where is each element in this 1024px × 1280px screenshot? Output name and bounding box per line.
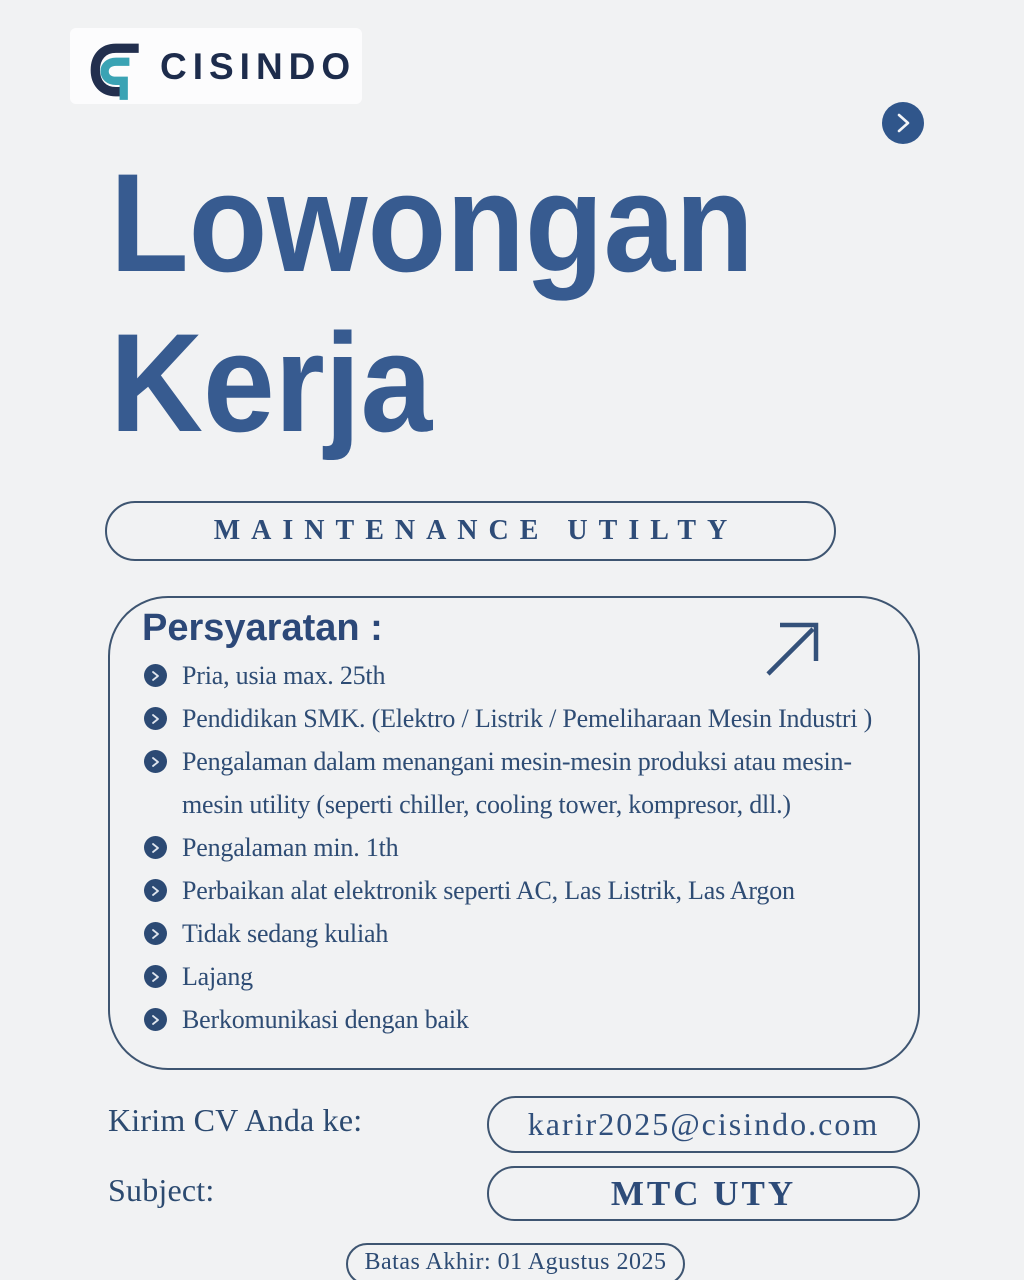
email-address: karir2025@cisindo.com [527, 1106, 880, 1142]
requirement-text: Berkomunikasi dengan baik [182, 1005, 469, 1034]
subject-value: MTC UTY [610, 1173, 797, 1213]
deadline-text: Batas Akhir: 01 Agustus 2025 [364, 1248, 667, 1275]
chevron-bullet-icon [144, 707, 167, 730]
list-item [144, 869, 904, 912]
list-item [144, 654, 904, 697]
list-item [144, 740, 904, 826]
list-item [144, 912, 904, 955]
chevron-bullet-icon [144, 1008, 167, 1031]
requirement-text: Pengalaman min. 1th [182, 833, 399, 862]
requirement-text: Pria, usia max. 25th [182, 661, 386, 690]
send-cv-label: Kirim CV Anda ke: [108, 1102, 363, 1138]
chevron-bullet-icon [144, 879, 167, 902]
brand-name: CISINDO [160, 46, 357, 87]
chevron-bullet-icon [144, 836, 167, 859]
requirement-text: Pendidikan SMK. (Elektro / Listrik / Pemeliharaan Mesin Industri ) [182, 704, 873, 733]
requirements-list [144, 654, 904, 1041]
chevron-bullet-icon [144, 922, 167, 945]
list-item [144, 998, 904, 1041]
requirement-text: Perbaikan alat elektronik seperti AC, Las Listrik, Las Argon [182, 876, 795, 905]
subject-label: Subject: [108, 1172, 215, 1208]
requirements-heading: Persyaratan : [142, 607, 383, 649]
list-item [144, 826, 904, 869]
position-badge-label: MAINTENANCE UTILTY [213, 515, 739, 546]
deadline-badge [346, 1243, 685, 1280]
page-title-line1: Lowongan [110, 144, 754, 301]
requirements-box [108, 596, 920, 1070]
page-title-line2: Kerja [110, 304, 433, 461]
next-button[interactable] [882, 102, 924, 144]
list-item [144, 955, 904, 998]
cisindo-logo-icon [90, 40, 144, 102]
requirement-text: Pengalaman dalam menangani mesin-mesin produksi atau mesin-mesin utility (seperti chiller, cooling tower, kompresor, dll.) [182, 747, 852, 819]
chevron-right-icon [893, 111, 913, 135]
subject-pill [487, 1166, 920, 1221]
chevron-bullet-icon [144, 664, 167, 687]
list-item [144, 697, 904, 740]
email-pill[interactable] [487, 1096, 920, 1153]
chevron-bullet-icon [144, 750, 167, 773]
chevron-bullet-icon [144, 965, 167, 988]
page-title [110, 143, 754, 463]
requirement-text: Lajang [182, 962, 253, 991]
requirement-text: Tidak sedang kuliah [182, 919, 389, 948]
logo-plate [70, 28, 362, 104]
position-badge [105, 501, 836, 561]
